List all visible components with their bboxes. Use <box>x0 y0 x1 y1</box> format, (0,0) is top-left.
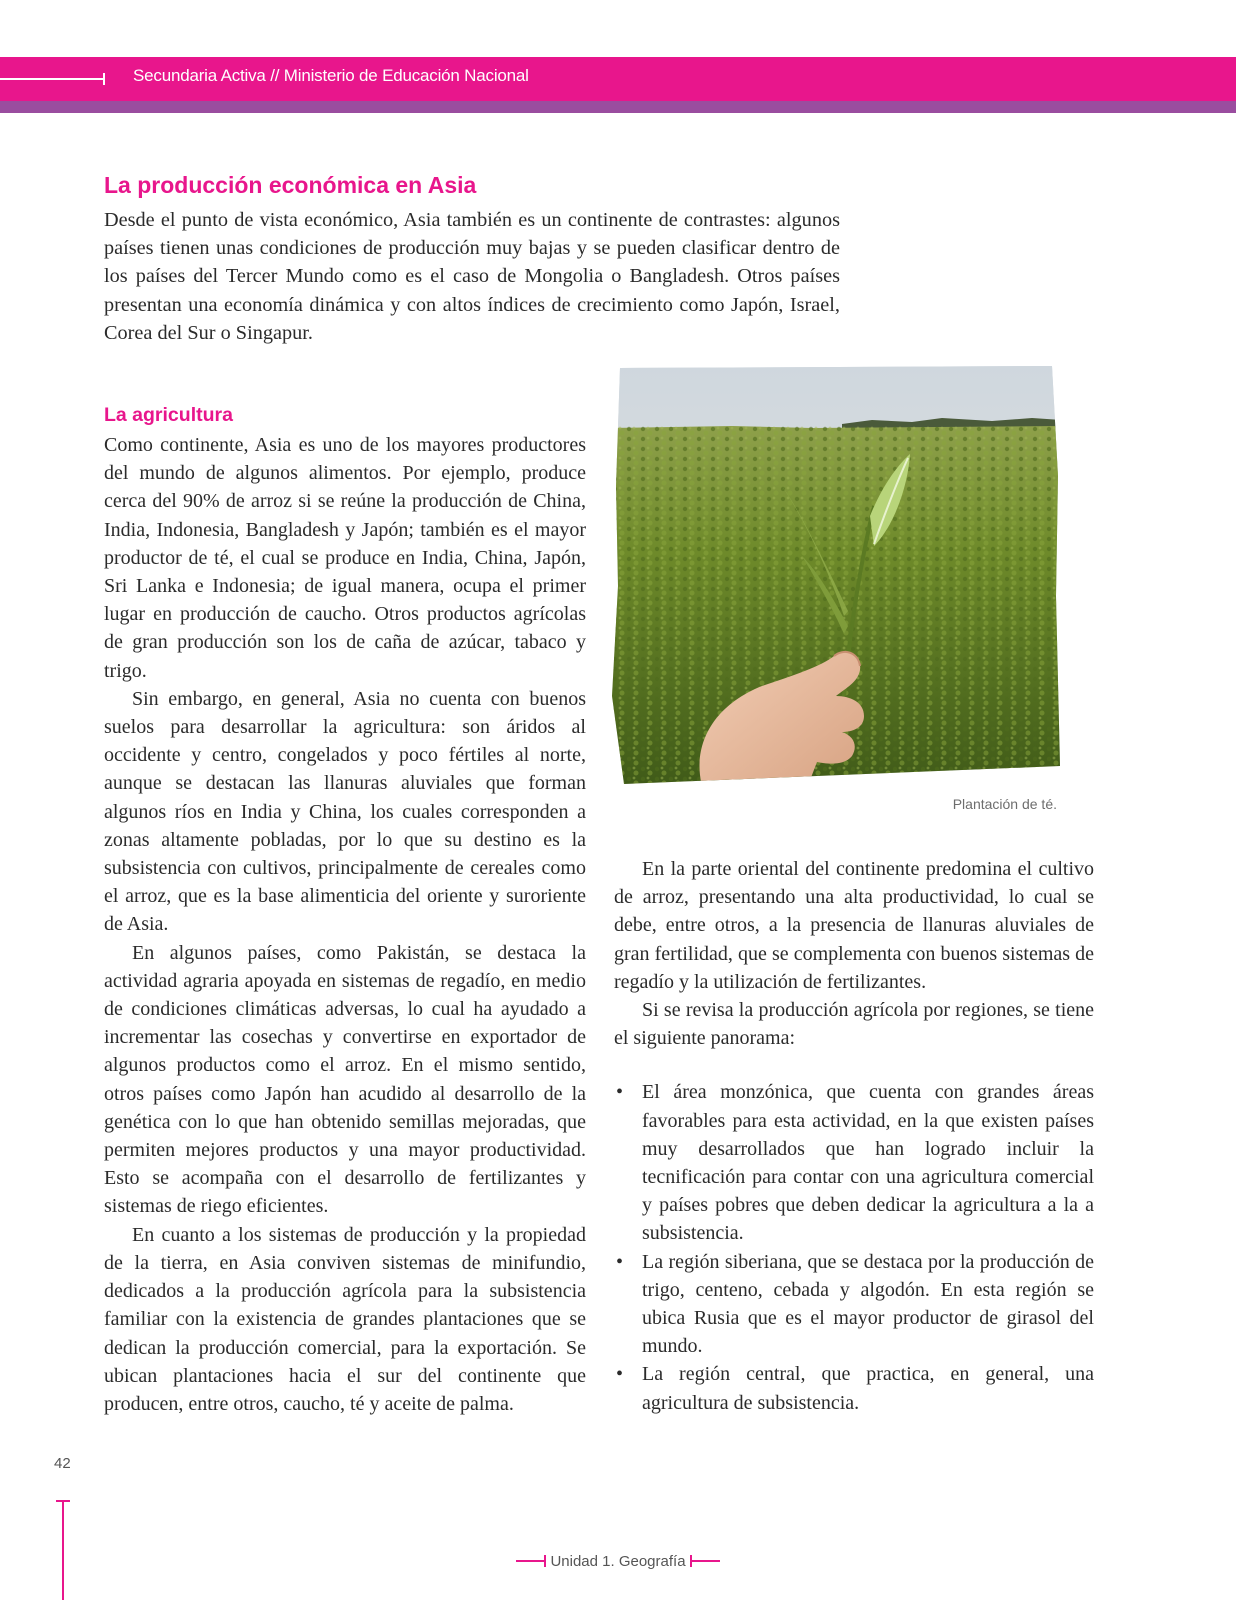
footer-mark-right <box>690 1560 720 1562</box>
bullet-icon: • <box>616 1363 624 1386</box>
section-title: La producción económica en Asia <box>104 172 477 198</box>
header-rule <box>0 78 104 80</box>
agriculture-paragraph-4: En cuanto a los sistemas de producción y la propiedad de la tierra, en Asia conviven sistemas de minifundio, dedicados a la producción agrícola para la subsistencia familiar con la existencia de grandes plantaciones que se dedican la producción comercial, para la exportación. Se ubican plantaciones hacia el sur del continente que producen, entre otros, caucho, té y aceite de palma. <box>104 1223 586 1415</box>
section-intro: Desde el punto de vista económico, Asia también es un continente de contrastes: algunos países tienen unas condiciones de producción muy bajas y se pueden clasificar dentro de los países del Tercer Mundo como es el caso de Mongolia o Bangladesh. Otros países presentan una economía dinámica y con altos índices de crecimiento como Japón, Israel, Corea del Sur o Singapur. <box>104 209 840 344</box>
list-item <box>614 1248 1094 1361</box>
list-item-text: La región siberiana, que se destaca por la producción de trigo, centeno, cebada y algodón. En esta región se ubica Rusia que es el mayor productor de girasol del mundo. <box>642 1250 1094 1358</box>
agriculture-paragraph-3: En algunos países, como Pakistán, se destaca la actividad agraria apoyada en sistemas de regadío, en medio de condiciones climáticas adversas, lo cual ha ayudado a incrementar las cosechas y convertirse en exportador de algunos productos como el arroz. En el mismo sentido, otros países como Japón han acudido al desarrollo de la genética con lo que han obtenido semillas mejoradas, que permiten mejores productos y una mayor productividad. Esto se acompaña con el desarrollo de fertilizantes y sistemas de riego eficientes. <box>104 941 586 1218</box>
bullet-icon: • <box>616 1250 624 1273</box>
agriculture-title: La agricultura <box>104 404 233 426</box>
tea-plantation-photo <box>612 366 1062 788</box>
regions-list <box>614 1078 1094 1416</box>
header-title: Secundaria Activa // Ministerio de Educación Nacional <box>133 66 529 85</box>
page-number: 42 <box>54 1455 71 1472</box>
list-item <box>614 1078 1094 1247</box>
list-item <box>614 1360 1094 1416</box>
agriculture-paragraph-1: Como continente, Asia es uno de los mayores productores del mundo de algunos alimentos. Por ejemplo, produce cerca del 90% de arroz si se reúne la producción de China, India, Indonesia, Bangladesh y Japón; también es el mayor productor de té, el cual se produce en India, China, Japón, Sri Lanka e Indonesia; de igual manera, ocupa el primer lugar en producción de caucho. Otros productos agrícolas de gran producción son los de caña de azúcar, tabaco y trigo. <box>104 434 586 682</box>
left-column <box>104 402 586 1418</box>
right-column <box>614 855 1094 1417</box>
right-paragraph-1: En la parte oriental del continente predomina el cultivo de arroz, presentando una alta productividad, lo cual se debe, entre otros, a la presencia de llanuras aluviales de gran fertilidad, que se complementa con buenos sistemas de regadío y la utilización de fertilizantes. <box>614 858 1094 993</box>
header-strip <box>0 101 1236 113</box>
footer-mark-left <box>516 1560 546 1562</box>
agriculture-paragraph-2: Sin embargo, en general, Asia no cuenta con buenos suelos para desarrollar la agricultura: son áridos al occidente y centro, congelados y poco fértiles al norte, aunque se destacan las llanuras aluviales que forman algunos ríos en India y China, los cuales corresponden a zonas altamente pobladas, por lo que su destino es la subsistencia con cultivos, principalmente de cereales como el arroz, que es la base alimenticia del oriente y suroriente de Asia. <box>104 687 586 936</box>
photo-caption: Plantación de té. <box>952 796 1057 812</box>
footer-unit-label: Unidad 1. Geografía <box>550 1552 686 1570</box>
header-rule-cap <box>103 73 105 85</box>
right-paragraph-2: Si se revisa la producción agrícola por regiones, se tiene el siguiente panorama: <box>614 999 1094 1050</box>
list-item-text: La región central, que practica, en general, una agricultura de subsistencia. <box>642 1363 1094 1414</box>
footer <box>0 1552 1236 1570</box>
left-margin-rule <box>62 1500 64 1600</box>
list-item-text: El área monzónica, que cuenta con grandes áreas favorables para esta actividad, en la que existen países muy desarrollados que han logrado incluir la tecnificación para contar con una agricultura comercial y países pobres que deben dedicar la agricultura a la a subsistencia. <box>642 1081 1094 1245</box>
left-margin-rule-cap <box>56 1500 70 1502</box>
bullet-icon: • <box>616 1081 624 1104</box>
